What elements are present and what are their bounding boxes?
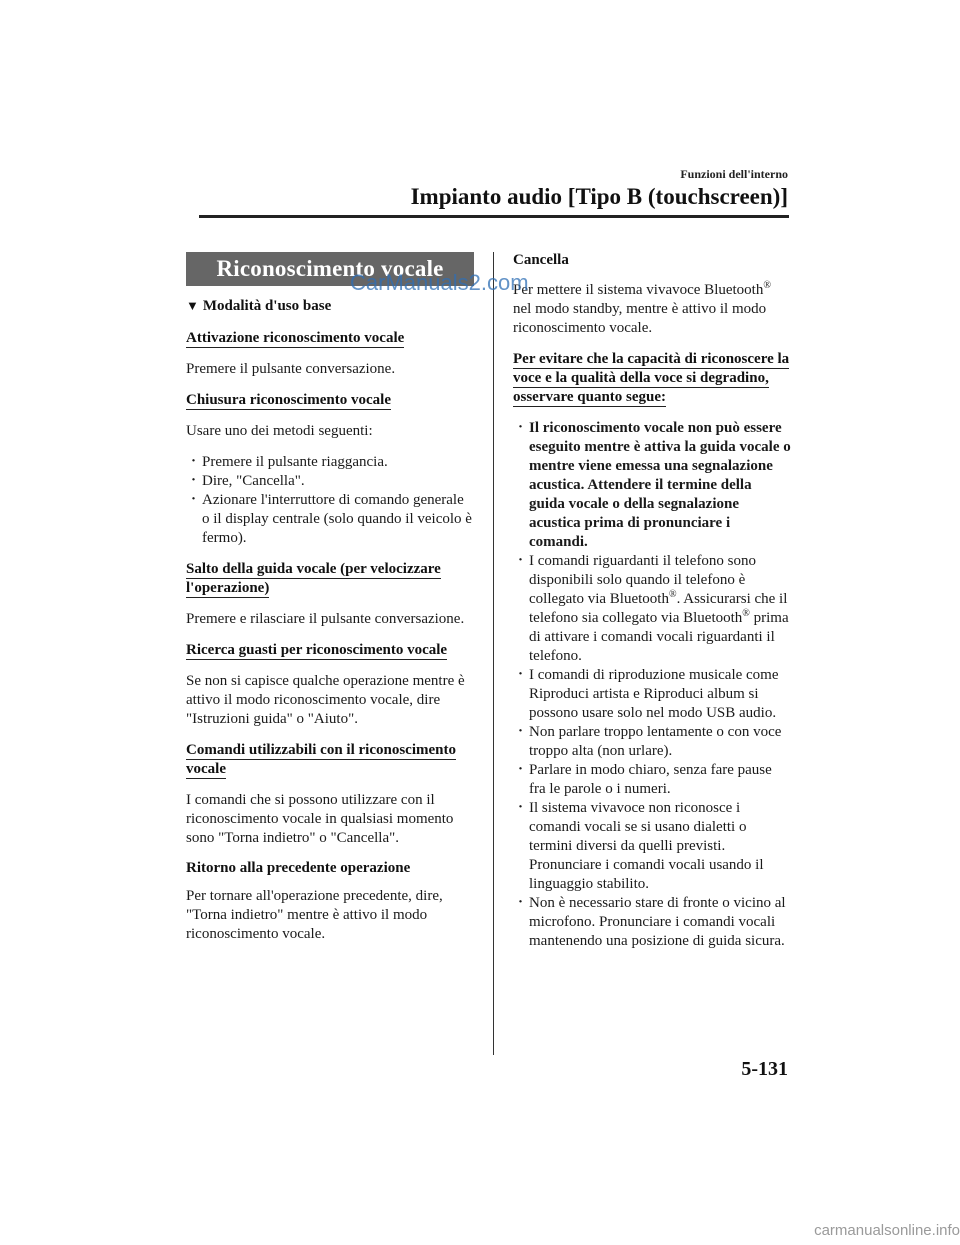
closing-methods-list — [186, 453, 474, 548]
watermark-footer: carmanualsonline.info — [814, 1222, 960, 1239]
list-item: · Azionare l'interruttore di comando generale o il display centrale (solo quando il veicolo è fermo). — [186, 491, 474, 548]
section-banner: Riconoscimento vocale — [186, 252, 474, 286]
list-item: · Premere il pulsante riaggancia. — [186, 453, 474, 472]
heading-activation: Attivazione riconoscimento vocale — [186, 330, 405, 346]
list-item: · Il riconoscimento vocale non può essere eseguito mentre è attiva la guida vocale o mentre viene emessa una segnalazione acustica. Attendere il termine della guida vocale o della segnalazione acustica prima di pronunciare i comandi. — [513, 419, 791, 552]
list-item: · Dire, "Cancella". — [186, 472, 474, 491]
voice-tips-list — [513, 419, 791, 951]
paragraph-troubleshooting: Se non si capisce qualche operazione mentre è attivo il modo riconoscimento vocale, dire "Istruzioni guida" o "Aiuto". — [186, 673, 465, 727]
left-column — [186, 252, 474, 956]
heading-cancel: Cancella — [513, 252, 569, 268]
heading-troubleshooting: Ricerca guasti per riconoscimento vocale — [186, 642, 448, 658]
page-title: Impianto audio [Tipo B (touchscreen)] — [410, 184, 788, 209]
list-item: · Non è necessario stare di fronte o vicino al microfono. Pronunciare i comandi vocali mantenendo una posizione di guida sicura. — [513, 894, 791, 951]
heading-return: Ritorno alla precedente operazione — [186, 860, 411, 876]
heading-closing: Chiusura riconoscimento vocale — [186, 392, 391, 408]
list-item: · I comandi di riproduzione musicale come Riproduci artista e Riproduci album si possono usare solo nel modo USB audio. — [513, 666, 791, 723]
heading-voice-quality: Per evitare che la capacità di riconoscere la voce e la qualità della voce si degradino, osservare quanto segue: — [513, 351, 790, 405]
header-section-label: Funzioni dell'interno — [680, 167, 788, 181]
list-item: · I comandi riguardanti il telefono sono disponibili solo quando il telefono è collegato via Bluetooth®. Assicurarsi che il telefono sia collegato via Bluetooth® prima di attivare i comandi vocali riguardanti il telefono. — [513, 552, 791, 666]
paragraph-return: Per tornare all'operazione precedente, dire, "Torna indietro" mentre è attivo il modo riconoscimento vocale. — [186, 888, 443, 942]
list-item: · Non parlare troppo lentamente o con voce troppo alta (non urlare). — [513, 723, 791, 761]
paragraph-closing: Usare uno dei metodi seguenti: — [186, 423, 373, 439]
paragraph-commands: I comandi che si possono utilizzare con il riconoscimento vocale in qualsiasi momento sono "Torna indietro" o "Cancella". — [186, 792, 454, 846]
subheading — [186, 298, 474, 315]
heading-skip-guidance: Salto della guida vocale (per velocizzare l'operazione) — [186, 561, 441, 596]
subheading-text: Modalità d'uso base — [202, 298, 332, 314]
list-item: · Parlare in modo chiaro, senza fare pause fra le parole o i numeri. — [513, 761, 791, 799]
paragraph-cancel: Per mettere il sistema vivavoce Bluetooth® nel modo standby, mentre è attivo il modo riconoscimento vocale. — [513, 280, 771, 336]
watermark-top: CarManuals2.com — [350, 270, 529, 295]
paragraph-skip-guidance: Premere e rilasciare il pulsante conversazione. — [186, 611, 465, 627]
page-number: 5-131 — [741, 1058, 788, 1080]
column-divider — [493, 252, 494, 1055]
header-divider — [199, 215, 789, 218]
right-column — [513, 252, 791, 963]
triangle-icon: ▼ — [186, 298, 199, 313]
paragraph-activation: Premere il pulsante conversazione. — [186, 361, 396, 377]
list-item: · Il sistema vivavoce non riconosce i comandi vocali se si usano dialetti o termini diversi da quelli previsti. Pronunciare i comandi vocali usando il linguaggio stabilito. — [513, 799, 791, 894]
heading-commands: Comandi utilizzabili con il riconoscimento vocale — [186, 742, 456, 777]
